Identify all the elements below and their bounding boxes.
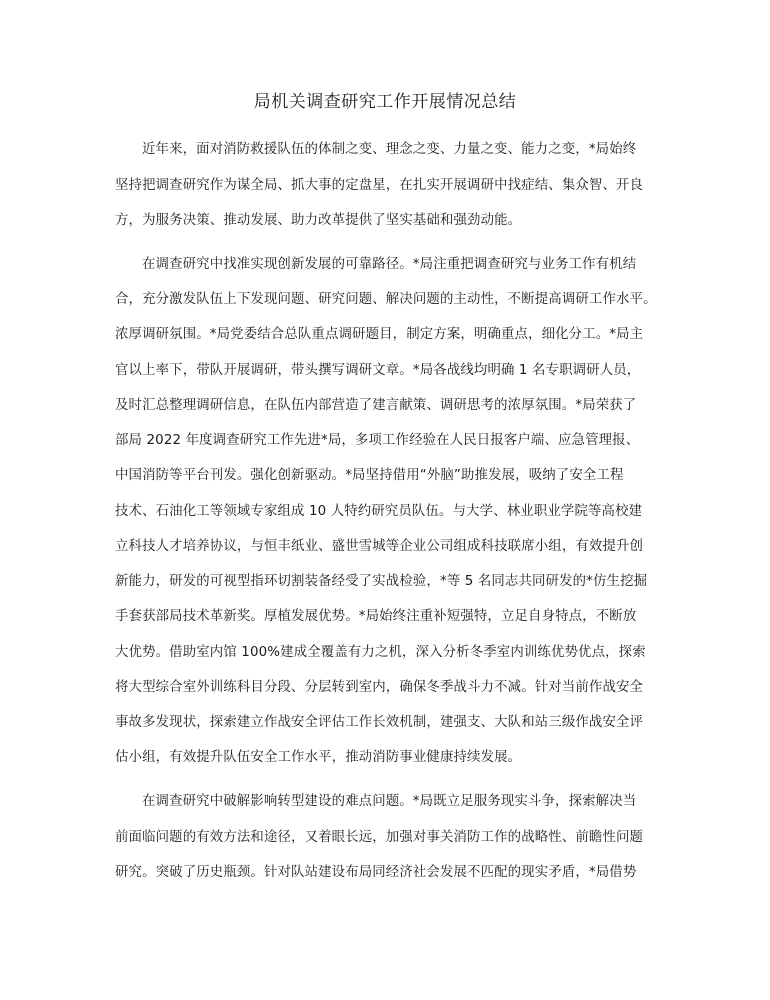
paragraph-3-line-2: 前面临问题的有效方法和途径，又着眼长远，加强对事关消防工作的战略性、前瞻性问题 bbox=[115, 830, 644, 845]
paragraph-2-line-11: 手套获部局技术革新奖。厚植发展优势。*局始终注重补短强特，立足自身特点，不断放 bbox=[115, 609, 637, 624]
paragraph-3-line-3: 研究。突破了历史瓶颈。针对队站建设布局同经济社会发展不匹配的现实矛盾，*局借势 bbox=[115, 865, 637, 880]
paragraph-2-line-12: 大优势。借助室内馆 100%建成全覆盖有力之机，深入分析冬季室内训练优势优点，探索 bbox=[115, 645, 646, 660]
paragraph-2-line-2: 合，充分激发队伍上下发现问题、研究问题、解决问题的主动性，不断提高调研工作水平。 bbox=[115, 292, 657, 307]
paragraph-2-line-3: 浓厚调研氛围。*局党委结合总队重点调研题目，制定方案，明确重点，细化分工。*局主 bbox=[115, 327, 644, 342]
paragraph-1-line-1: 近年来，面对消防救援队伍的体制之变、理念之变、力量之变、能力之变，*局始终 bbox=[142, 142, 637, 157]
paragraph-2-line-8: 技术、石油化工等领域专家组成 10 人特约研究员队伍。与大学、林业职业学院等高校建 bbox=[115, 504, 643, 519]
paragraph-2-line-13: 将大型综合室外训练科目分段、分层转到室内，确保冬季战斗力不减。针对当前作战安全 bbox=[115, 680, 644, 695]
paragraph-2-line-4: 官以上率下，带队开展调研，带头撰写调研文章。*局各战线均明确 1 名专职调研人员， bbox=[115, 363, 641, 378]
paragraph-1-line-3: 方，为服务决策、推动发展、助力改革提供了坚实基础和强劲动能。 bbox=[115, 213, 522, 228]
paragraph-2-line-6: 部局 2022 年度调查研究工作先进*局，多项工作经验在人民日报客户端、应急管理报、 bbox=[115, 433, 640, 448]
document-title: 局机关调查研究工作开展情况总结 bbox=[253, 92, 517, 112]
paragraph-2-line-10: 新能力，研发的可视型指环切割装备经受了实战检验，*等 5 名同志共同研发的*仿生挖掘 bbox=[115, 574, 648, 589]
paragraph-2-line-5: 及时汇总整理调研信息，在队伍内部营造了建言献策、调研思考的浓厚氛围。*局荣获了 bbox=[115, 398, 637, 413]
paragraph-2-line-14: 事故多发现状，探索建立作战安全评估工作长效机制，建强支、大队和站三级作战安全评 bbox=[115, 715, 644, 730]
paragraph-2-line-7: 中国消防等平台刊发。强化创新驱动。*局坚持借用“外脑”助推发展，吸纳了安全工程 bbox=[115, 468, 624, 483]
paragraph-1-line-2: 坚持把调查研究作为谋全局、抓大事的定盘星，在扎实开展调研中找症结、集众智、开良 bbox=[115, 178, 644, 193]
paragraph-2-line-15: 估小组，有效提升队伍安全工作水平，推动消防事业健康持续发展。 bbox=[115, 750, 522, 765]
paragraph-2-line-9: 立科技人才培养协议，与恒丰纸业、盛世雪城等企业公司组成科技联席小组，有效提升创 bbox=[115, 539, 644, 554]
paragraph-2-line-1: 在调查研究中找准实现创新发展的可靠路径。*局注重把调查研究与业务工作有机结 bbox=[142, 257, 637, 272]
paragraph-3-line-1: 在调查研究中破解影响转型建设的难点问题。*局既立足服务现实斗争，探索解决当 bbox=[142, 794, 637, 809]
